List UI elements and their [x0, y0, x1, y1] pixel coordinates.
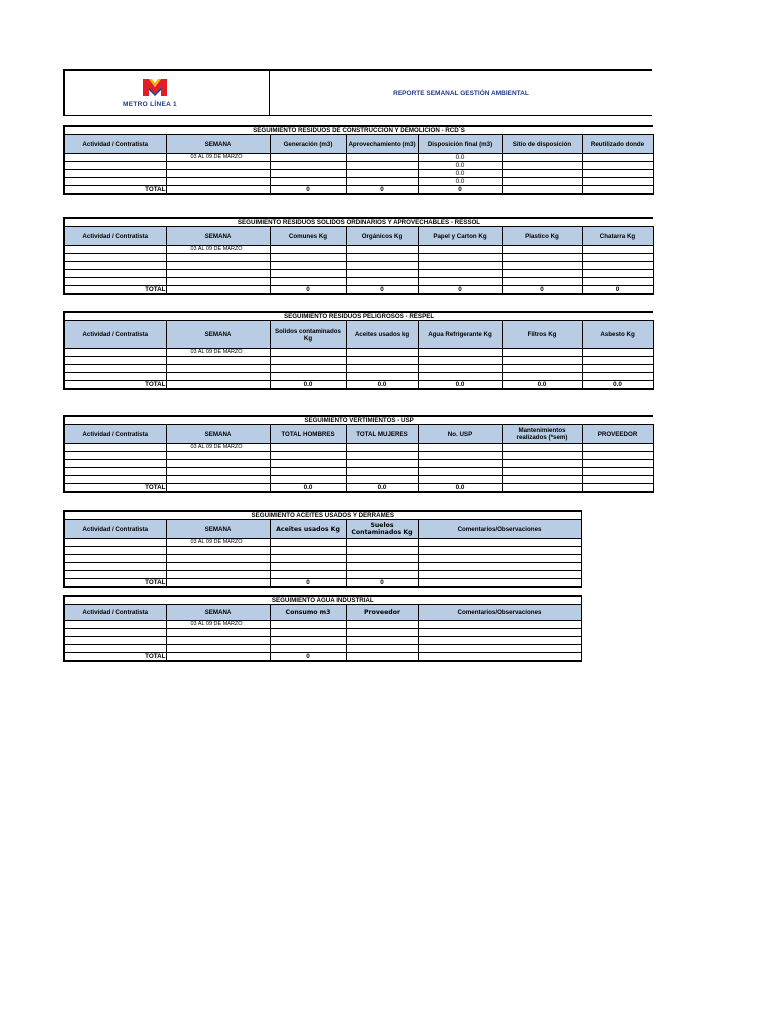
cell[interactable] [502, 365, 582, 373]
cell[interactable] [502, 278, 582, 286]
cell[interactable] [418, 645, 581, 653]
cell[interactable] [270, 278, 346, 286]
cell[interactable] [582, 357, 653, 365]
cell[interactable] [418, 270, 502, 278]
cell [166, 286, 270, 295]
week-cell[interactable]: 03 AL 09 DE MARZO [166, 246, 270, 254]
col-semana: SEMANA [166, 135, 270, 154]
cell[interactable] [418, 373, 502, 381]
total-aceites-usados: 0 [270, 579, 346, 588]
rcd-title: SEGUIMIENTO RESIDUOS DE CONSTRUCCIÓN Y DEMOLICIÓN - RCD´S [64, 126, 653, 135]
cell[interactable] [64, 262, 166, 270]
cell[interactable] [166, 555, 270, 563]
total-chatarra: 0 [582, 286, 653, 295]
total-disposicion: 0 [418, 186, 502, 195]
total-agua-refrigerante: 0.0 [418, 381, 502, 390]
total-aceites: 0.0 [346, 381, 418, 390]
cell[interactable] [270, 571, 346, 579]
cell[interactable] [418, 571, 581, 579]
cell[interactable] [270, 170, 346, 178]
col-total-mujeres: TOTAL MUJERES [346, 425, 418, 444]
cell[interactable] [346, 444, 418, 452]
cell[interactable] [502, 246, 582, 254]
agua-table [63, 595, 582, 662]
col-aprovechamiento: Aprovechamiento (m3) [346, 135, 418, 154]
ressol-table [63, 217, 654, 295]
disp-cell[interactable]: 0.0 [418, 154, 502, 162]
cell[interactable] [418, 444, 502, 452]
cell[interactable] [64, 468, 166, 476]
total-aprovechamiento: 0 [346, 186, 418, 195]
total-comunes: 0 [270, 286, 346, 295]
col-actividad: Actividad / Contratista [64, 321, 166, 349]
col-aceites: Aceites usados kg [346, 321, 418, 349]
col-organicos: Orgánicos Kg [346, 227, 418, 246]
cell[interactable] [64, 357, 166, 365]
cell[interactable] [502, 254, 582, 262]
cell[interactable] [64, 246, 166, 254]
cell[interactable] [346, 476, 418, 484]
cell[interactable] [270, 444, 346, 452]
cell[interactable] [418, 349, 502, 357]
cell[interactable] [582, 270, 653, 278]
cell[interactable] [64, 563, 166, 571]
col-generacion: Generación (m3) [270, 135, 346, 154]
disp-cell[interactable]: 0.0 [418, 170, 502, 178]
col-disposicion: Disposición final (m3) [418, 135, 502, 154]
cell [166, 381, 270, 390]
cell[interactable] [270, 621, 346, 629]
cell[interactable] [502, 262, 582, 270]
cell[interactable] [270, 476, 346, 484]
cell[interactable] [166, 162, 270, 170]
cell[interactable] [64, 645, 166, 653]
cell[interactable] [64, 278, 166, 286]
col-chatarra: Chatarra Kg [582, 227, 653, 246]
cell[interactable] [418, 254, 502, 262]
cell[interactable] [346, 162, 418, 170]
total-plastico: 0 [502, 286, 582, 295]
logo-text: METRO LÍNEA 1 [123, 101, 177, 108]
cell[interactable] [270, 154, 346, 162]
total-label: TOTAL [64, 286, 166, 295]
col-semana: SEMANA [166, 321, 270, 349]
cell[interactable] [166, 637, 270, 645]
cell[interactable] [502, 373, 582, 381]
cell[interactable] [502, 162, 582, 170]
cell[interactable] [346, 246, 418, 254]
cell[interactable] [166, 357, 270, 365]
cell[interactable] [418, 547, 581, 555]
cell[interactable] [64, 621, 166, 629]
total-suelos: 0 [346, 579, 418, 588]
cell[interactable] [418, 637, 581, 645]
respel-title: SEGUIMIENTO RESIDUOS PELIGROSOS - RESPEL [64, 312, 653, 321]
cell[interactable] [166, 452, 270, 460]
cell[interactable] [270, 547, 346, 555]
col-total-hombres: TOTAL HOMBRES [270, 425, 346, 444]
col-sitio: Sitio de disposición [502, 135, 582, 154]
cell[interactable] [166, 254, 270, 262]
cell[interactable] [418, 460, 502, 468]
cell[interactable] [418, 629, 581, 637]
cell[interactable] [346, 178, 418, 186]
col-actividad: Actividad / Contratista [64, 425, 166, 444]
total-mujeres: 0.0 [346, 484, 418, 493]
col-papel: Papel y Carton Kg [418, 227, 502, 246]
week-cell[interactable]: 03 AL 09 DE MARZO [166, 154, 270, 162]
col-semana: SEMANA [166, 520, 270, 539]
usp-table [63, 415, 654, 493]
cell[interactable] [270, 452, 346, 460]
cell[interactable] [582, 476, 653, 484]
cell[interactable] [418, 262, 502, 270]
cell[interactable] [346, 262, 418, 270]
cell [418, 579, 581, 588]
cell[interactable] [418, 539, 581, 547]
col-solidos: Solidos contaminados Kg [270, 321, 346, 349]
cell[interactable] [270, 637, 346, 645]
cell[interactable] [166, 262, 270, 270]
cell[interactable] [346, 629, 418, 637]
cell [166, 484, 270, 493]
col-proveedor: Proveedor [346, 605, 418, 621]
cell[interactable] [64, 629, 166, 637]
col-comentarios: Comentarios/Observaciones [418, 520, 581, 539]
cell[interactable] [64, 571, 166, 579]
cell[interactable] [64, 476, 166, 484]
cell[interactable] [582, 349, 653, 357]
cell[interactable] [346, 621, 418, 629]
aceites-table [63, 510, 582, 588]
cell[interactable] [418, 555, 581, 563]
cell[interactable] [346, 460, 418, 468]
cell[interactable] [166, 278, 270, 286]
week-cell[interactable]: 03 AL 09 DE MARZO [166, 444, 270, 452]
total-papel: 0 [418, 286, 502, 295]
cell[interactable] [418, 468, 502, 476]
cell[interactable] [166, 547, 270, 555]
cell[interactable] [502, 452, 582, 460]
cell[interactable] [64, 170, 166, 178]
cell[interactable] [502, 468, 582, 476]
cell[interactable] [418, 246, 502, 254]
cell[interactable] [64, 547, 166, 555]
cell[interactable] [270, 555, 346, 563]
col-no-usp: No. USP [418, 425, 502, 444]
cell[interactable] [166, 563, 270, 571]
col-semana: SEMANA [166, 425, 270, 444]
cell[interactable] [270, 270, 346, 278]
cell[interactable] [64, 539, 166, 547]
cell[interactable] [582, 365, 653, 373]
usp-title: SEGUIMIENTO VERTIMIENTOS - USP [64, 416, 653, 425]
col-agua-refrigerante: Agua Refrigerante Kg [418, 321, 502, 349]
total-consumo: 0 [270, 653, 346, 662]
cell[interactable] [270, 178, 346, 186]
col-semana: SEMANA [166, 605, 270, 621]
cell[interactable] [64, 162, 166, 170]
cell[interactable] [166, 178, 270, 186]
cell[interactable] [270, 357, 346, 365]
cell[interactable] [502, 349, 582, 357]
cell[interactable] [346, 154, 418, 162]
total-filtros: 0.0 [502, 381, 582, 390]
cell[interactable] [582, 452, 653, 460]
total-solidos: 0.0 [270, 381, 346, 390]
metro-logo-icon [141, 76, 169, 98]
cell [418, 653, 581, 662]
aceites-title: SEGUIMIENTO ACEITES USADOS Y DERRAMES [64, 511, 581, 520]
col-reutilizado: Reutilizado donde [582, 135, 653, 154]
cell[interactable] [346, 452, 418, 460]
cell[interactable] [166, 365, 270, 373]
cell[interactable] [346, 373, 418, 381]
cell[interactable] [270, 460, 346, 468]
cell[interactable] [64, 365, 166, 373]
cell[interactable] [502, 170, 582, 178]
disp-cell[interactable]: 0.0 [418, 178, 502, 186]
cell[interactable] [270, 468, 346, 476]
cell[interactable] [346, 571, 418, 579]
cell[interactable] [582, 373, 653, 381]
cell[interactable] [270, 246, 346, 254]
cell[interactable] [64, 349, 166, 357]
cell[interactable] [166, 170, 270, 178]
cell [166, 653, 270, 662]
cell [582, 484, 653, 493]
cell[interactable] [270, 254, 346, 262]
cell [166, 186, 270, 195]
cell[interactable] [418, 452, 502, 460]
cell[interactable] [502, 154, 582, 162]
col-consumo: Consumo m3 [270, 605, 346, 621]
cell[interactable] [270, 645, 346, 653]
cell[interactable] [166, 571, 270, 579]
cell[interactable] [166, 645, 270, 653]
cell[interactable] [64, 254, 166, 262]
cell[interactable] [346, 170, 418, 178]
cell[interactable] [270, 365, 346, 373]
cell[interactable] [346, 270, 418, 278]
total-label: TOTAL [64, 381, 166, 390]
total-label: TOTAL [64, 579, 166, 588]
col-mantenimientos: Mantenimientos realizados (*sem) [502, 425, 582, 444]
col-comunes: Comunes Kg [270, 227, 346, 246]
cell[interactable] [270, 349, 346, 357]
col-asbesto: Asbesto Kg [582, 321, 653, 349]
cell[interactable] [346, 357, 418, 365]
cell[interactable] [346, 365, 418, 373]
cell[interactable] [582, 262, 653, 270]
total-asbesto: 0.0 [582, 381, 653, 390]
col-actividad: Actividad / Contratista [64, 135, 166, 154]
disp-cell[interactable]: 0.0 [418, 162, 502, 170]
report-header [63, 69, 652, 116]
total-organicos: 0 [346, 286, 418, 295]
cell[interactable] [418, 357, 502, 365]
cell[interactable] [64, 555, 166, 563]
cell[interactable] [64, 460, 166, 468]
cell[interactable] [582, 468, 653, 476]
cell [346, 653, 418, 662]
cell[interactable] [582, 278, 653, 286]
cell[interactable] [166, 476, 270, 484]
cell[interactable] [418, 621, 581, 629]
cell [166, 579, 270, 588]
report-title: REPORTE SEMANAL GESTIÓN AMBIENTAL [393, 89, 529, 97]
cell[interactable] [346, 539, 418, 547]
cell[interactable] [346, 645, 418, 653]
cell[interactable] [270, 563, 346, 571]
cell[interactable] [166, 629, 270, 637]
cell[interactable] [418, 278, 502, 286]
cell[interactable] [346, 254, 418, 262]
col-filtros: Filtros Kg [502, 321, 582, 349]
cell[interactable] [346, 468, 418, 476]
cell[interactable] [418, 563, 581, 571]
week-cell[interactable]: 03 AL 09 DE MARZO [166, 539, 270, 547]
cell[interactable] [270, 539, 346, 547]
cell[interactable] [64, 178, 166, 186]
cell[interactable] [346, 555, 418, 563]
cell [582, 186, 653, 195]
cell[interactable] [166, 270, 270, 278]
cell[interactable] [346, 547, 418, 555]
cell[interactable] [582, 162, 653, 170]
total-generacion: 0 [270, 186, 346, 195]
col-aceites-usados: Aceites usados Kg [270, 520, 346, 539]
agua-title: SEGUIMIENTO AGUA INDUSTRIAL [64, 596, 581, 605]
logo-cell [65, 71, 270, 115]
cell[interactable] [582, 444, 653, 452]
cell[interactable] [502, 178, 582, 186]
cell [502, 186, 582, 195]
cell[interactable] [270, 262, 346, 270]
cell[interactable] [270, 373, 346, 381]
cell [502, 484, 582, 493]
cell[interactable] [502, 460, 582, 468]
cell[interactable] [502, 357, 582, 365]
cell[interactable] [166, 460, 270, 468]
ressol-title: SEGUIMIENTO RESIDUOS SOLIDOS ORDINARIOS Y APROVECHABLES - RESSOL [64, 218, 653, 227]
cell[interactable] [582, 154, 653, 162]
cell[interactable] [502, 476, 582, 484]
week-cell[interactable]: 03 AL 09 DE MARZO [166, 621, 270, 629]
col-proveedor: PROVEEDOR [582, 425, 653, 444]
rcd-table [63, 125, 654, 195]
col-comentarios: Comentarios/Observaciones [418, 605, 581, 621]
cell[interactable] [346, 349, 418, 357]
cell[interactable] [502, 270, 582, 278]
cell[interactable] [582, 254, 653, 262]
cell[interactable] [166, 468, 270, 476]
cell[interactable] [64, 637, 166, 645]
cell[interactable] [582, 170, 653, 178]
cell[interactable] [64, 452, 166, 460]
total-hombres: 0.0 [270, 484, 346, 493]
col-suelos: Suelos Contaminados Kg [346, 520, 418, 539]
col-actividad: Actividad / Contratista [64, 605, 166, 621]
cell[interactable] [166, 373, 270, 381]
total-label: TOTAL [64, 186, 166, 195]
cell[interactable] [346, 563, 418, 571]
cell[interactable] [582, 178, 653, 186]
cell[interactable] [64, 373, 166, 381]
week-cell[interactable]: 03 AL 09 DE MARZO [166, 349, 270, 357]
cell[interactable] [418, 365, 502, 373]
respel-table [63, 311, 654, 390]
cell[interactable] [502, 444, 582, 452]
cell[interactable] [346, 278, 418, 286]
cell[interactable] [64, 154, 166, 162]
cell[interactable] [64, 270, 166, 278]
cell[interactable] [582, 460, 653, 468]
total-no-usp: 0.0 [418, 484, 502, 493]
cell[interactable] [346, 637, 418, 645]
col-actividad: Actividad / Contratista [64, 520, 166, 539]
cell[interactable] [270, 162, 346, 170]
cell[interactable] [270, 629, 346, 637]
col-plastico: Plastico Kg [502, 227, 582, 246]
total-label: TOTAL [64, 653, 166, 662]
col-actividad: Actividad / Contratista [64, 227, 166, 246]
cell[interactable] [582, 246, 653, 254]
total-label: TOTAL [64, 484, 166, 493]
col-semana: SEMANA [166, 227, 270, 246]
cell[interactable] [418, 476, 502, 484]
cell[interactable] [64, 444, 166, 452]
